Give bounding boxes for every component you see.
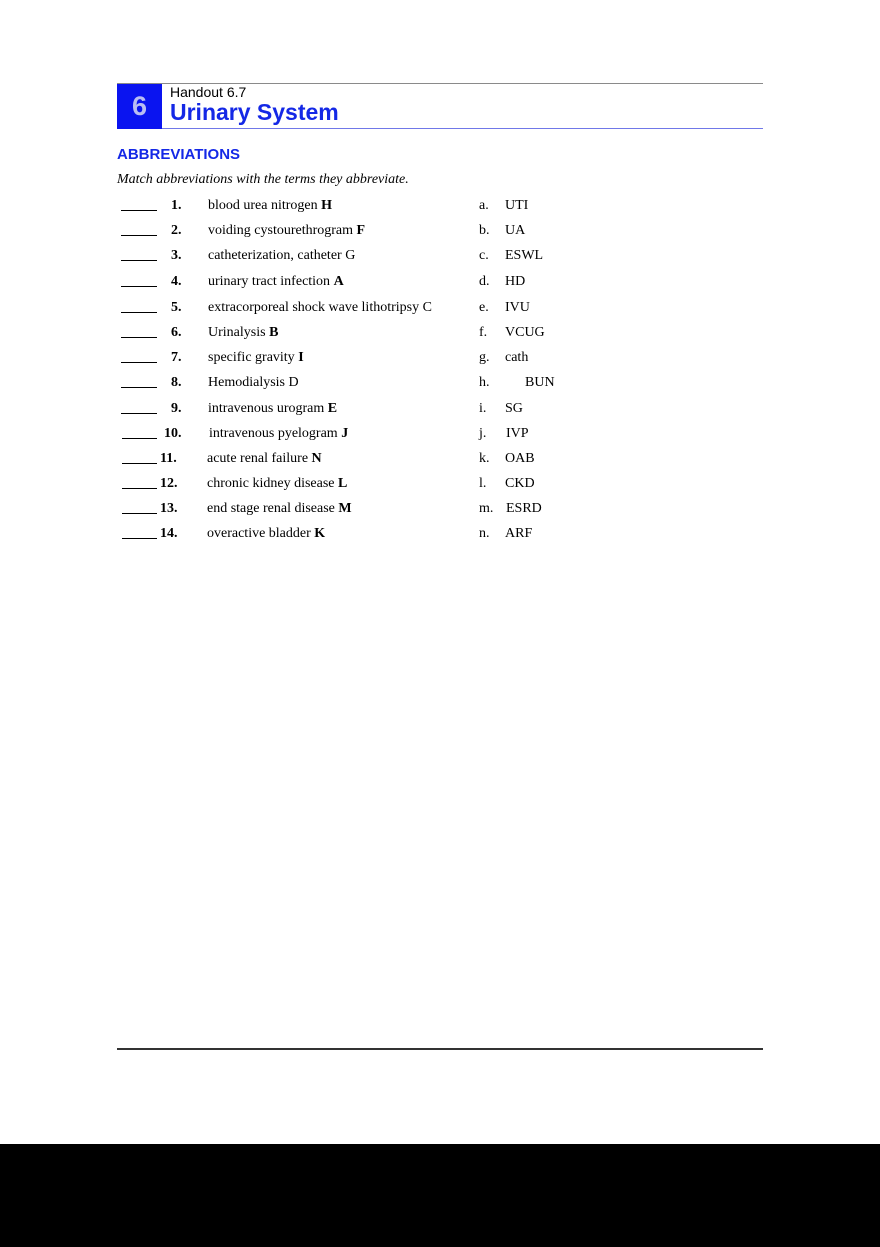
- item-number: 14.: [160, 526, 178, 541]
- term-label: extracorporeal shock wave lithotripsy: [208, 300, 423, 315]
- list-item: [0, 399, 880, 419]
- answer-key: H: [321, 198, 333, 213]
- term-text: [208, 272, 344, 292]
- abbreviation-option: CKD: [505, 476, 535, 491]
- footer-rule: [117, 1048, 763, 1050]
- term-label: intravenous urogram: [208, 401, 328, 416]
- answer-key: I: [298, 350, 304, 365]
- term-text: [208, 196, 332, 216]
- option-letter: m.: [479, 501, 494, 516]
- item-number: 10.: [164, 426, 182, 441]
- abbreviation-option: cath: [505, 350, 529, 365]
- answer-key: J: [341, 426, 349, 441]
- list-item: [0, 449, 880, 469]
- option-letter: i.: [479, 401, 487, 416]
- answer-blank[interactable]: [121, 337, 157, 338]
- item-number: 13.: [160, 501, 178, 516]
- answer-key: D: [288, 375, 299, 390]
- answer-key: M: [338, 501, 352, 516]
- item-number: 11.: [160, 451, 177, 466]
- option-letter: f.: [479, 325, 488, 340]
- term-label: end stage renal disease: [207, 501, 339, 516]
- term-text: [208, 323, 278, 343]
- option-letter: h.: [479, 375, 490, 390]
- section-heading: ABBREVIATIONS: [117, 146, 241, 163]
- term-text: [208, 221, 365, 241]
- item-number: 3.: [171, 248, 182, 263]
- list-item: [0, 272, 880, 292]
- answer-blank[interactable]: [122, 538, 157, 539]
- answer-blank[interactable]: [122, 488, 157, 489]
- abbreviation-option: IVU: [505, 300, 530, 315]
- answer-blank[interactable]: [121, 413, 157, 414]
- list-item: [0, 373, 880, 393]
- abbreviation-option: BUN: [525, 375, 555, 390]
- term-label: urinary tract infection: [208, 274, 334, 289]
- option-letter: d.: [479, 274, 490, 289]
- option-letter: g.: [479, 350, 490, 365]
- answer-key: E: [327, 401, 338, 416]
- answer-key: A: [333, 274, 344, 289]
- option-letter: n.: [479, 526, 490, 541]
- list-item: [0, 221, 880, 241]
- term-text: [208, 298, 432, 318]
- abbreviation-option: UTI: [505, 198, 529, 213]
- abbreviation-option: OAB: [505, 451, 535, 466]
- list-item: [0, 524, 880, 544]
- term-label: acute renal failure: [207, 451, 312, 466]
- list-item: [0, 474, 880, 494]
- answer-blank[interactable]: [122, 513, 157, 514]
- answer-key: K: [314, 526, 326, 541]
- list-item: [0, 246, 880, 266]
- list-item: [0, 298, 880, 318]
- option-letter: e.: [479, 300, 489, 315]
- item-number: 1.: [171, 198, 182, 213]
- answer-key: C: [422, 300, 432, 315]
- answer-blank[interactable]: [121, 312, 157, 313]
- abbreviation-option: IVP: [506, 426, 529, 441]
- answer-blank[interactable]: [121, 210, 157, 211]
- term-text: [209, 424, 348, 444]
- answer-blank[interactable]: [121, 362, 157, 363]
- answer-blank[interactable]: [121, 286, 157, 287]
- item-number: 9.: [171, 401, 182, 416]
- option-letter: l.: [479, 476, 487, 491]
- list-item: [0, 424, 880, 444]
- term-label: Urinalysis: [208, 325, 270, 340]
- option-letter: j.: [479, 426, 487, 441]
- term-text: [208, 246, 355, 266]
- item-number: 2.: [171, 223, 182, 238]
- item-number: 12.: [160, 476, 178, 491]
- abbreviation-option: VCUG: [505, 325, 545, 340]
- term-text: [207, 524, 325, 544]
- header-bottom-rule-left: [117, 128, 162, 129]
- viewer-background: [0, 1144, 880, 1247]
- term-label: overactive bladder: [207, 526, 315, 541]
- answer-blank[interactable]: [122, 438, 157, 439]
- answer-blank[interactable]: [121, 387, 157, 388]
- answer-blank[interactable]: [122, 463, 157, 464]
- term-text: [207, 449, 322, 469]
- list-item: [0, 499, 880, 519]
- option-letter: b.: [479, 223, 490, 238]
- term-label: catheterization, catheter: [208, 248, 346, 263]
- item-number: 7.: [171, 350, 182, 365]
- answer-blank[interactable]: [121, 235, 157, 236]
- item-number: 5.: [171, 300, 182, 315]
- item-number: 4.: [171, 274, 182, 289]
- term-label: Hemodialysis: [208, 375, 289, 390]
- instructions: Match abbreviations with the terms they abbreviate.: [117, 172, 409, 187]
- option-letter: a.: [479, 198, 489, 213]
- abbreviation-option: ESRD: [506, 501, 542, 516]
- answer-key: B: [269, 325, 279, 340]
- abbreviation-option: HD: [505, 274, 526, 289]
- term-label: specific gravity: [208, 350, 299, 365]
- option-letter: c.: [479, 248, 489, 263]
- term-text: [207, 474, 347, 494]
- list-item: [0, 348, 880, 368]
- term-text: [208, 399, 337, 419]
- abbreviation-option: SG: [505, 401, 523, 416]
- term-text: [208, 348, 304, 368]
- page-title: Urinary System: [170, 99, 339, 125]
- term-label: blood urea nitrogen: [208, 198, 322, 213]
- list-item: [0, 323, 880, 343]
- list-item: [0, 196, 880, 216]
- term-text: [207, 499, 352, 519]
- header-bottom-rule: [162, 128, 763, 129]
- term-label: chronic kidney disease: [207, 476, 339, 491]
- answer-key: L: [338, 476, 348, 491]
- option-letter: k.: [479, 451, 490, 466]
- item-number: 6.: [171, 325, 182, 340]
- answer-key: F: [356, 223, 366, 238]
- term-label: voiding cystourethrogram: [208, 223, 357, 238]
- answer-key: G: [345, 248, 356, 263]
- answer-blank[interactable]: [121, 260, 157, 261]
- abbreviation-option: ESWL: [505, 248, 544, 263]
- answer-key: N: [311, 451, 322, 466]
- handout-label: Handout 6.7: [170, 84, 247, 100]
- term-text: [208, 373, 299, 393]
- item-number: 8.: [171, 375, 182, 390]
- chapter-number-badge: 6: [117, 84, 162, 128]
- abbreviation-option: UA: [505, 223, 526, 238]
- abbreviation-option: ARF: [505, 526, 533, 541]
- term-label: intravenous pyelogram: [209, 426, 342, 441]
